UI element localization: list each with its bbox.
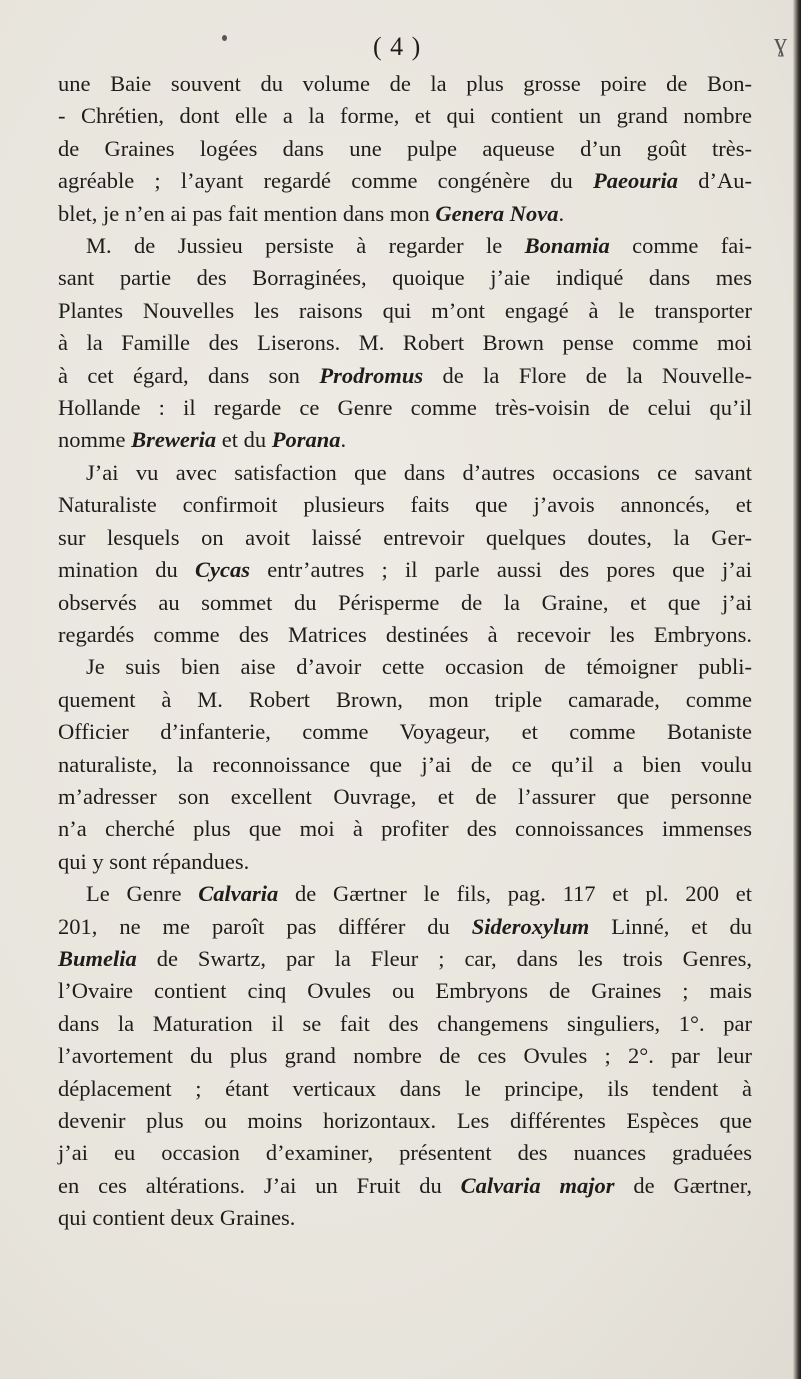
text-line: [58, 360, 752, 392]
text-line: [58, 1008, 752, 1040]
text-line: [58, 781, 752, 813]
text-line: [58, 489, 752, 521]
text-line: [58, 619, 752, 651]
text-segment: j’ai eu occasion d’examiner, présentent des nuances graduées: [58, 1140, 752, 1166]
text-segment: M. de Jussieu persiste à regarder le: [86, 233, 525, 259]
text-segment: nomme: [58, 427, 132, 453]
text-line: [58, 878, 752, 910]
text-line: [58, 295, 752, 327]
text-line: [58, 230, 752, 262]
text-line: [58, 522, 752, 554]
italic-term: Porana: [271, 427, 341, 453]
text-segment: 201, ne me paroît pas différer du: [58, 913, 472, 939]
text-segment: et du: [216, 427, 272, 453]
text-segment: l’avortement du plus grand nombre de ces Ovules ; 2°. par leur: [58, 1043, 752, 1069]
text-segment: à cet égard, dans son: [58, 362, 320, 388]
text-segment: dans la Maturation il se fait des changemens singuliers, 1°. par: [58, 1010, 752, 1036]
italic-term: Bonamia: [524, 233, 610, 259]
text-line: [58, 587, 752, 619]
text-segment: m’adresser son excellent Ouvrage, et de l’assurer que personne: [58, 783, 752, 809]
text-line: [58, 262, 752, 294]
text-line: [58, 911, 752, 943]
text-segment: de Gærtner le fils, pag. 117 et pl. 200 et: [278, 881, 752, 907]
text-segment: une Baie souvent du volume de la plus grosse poire de Bon-: [58, 71, 752, 96]
text-line: [58, 100, 752, 132]
italic-term: Paeouria: [593, 168, 679, 194]
page-edge: [793, 0, 801, 1379]
text-line: [58, 392, 752, 424]
text-line: [58, 327, 752, 359]
text-segment: à la Famille des Liserons. M. Robert Brown pense comme moi: [58, 330, 752, 356]
text-line: [58, 813, 752, 845]
text-line: [58, 133, 752, 165]
text-segment: .: [340, 427, 347, 453]
text-segment: comme fai-: [609, 233, 752, 259]
text-segment: Naturaliste confirmoit plusieurs faits que j’avois annoncés, et: [58, 492, 752, 518]
page-number: ( 4 ): [373, 32, 422, 61]
text-segment: devenir plus ou moins horizontaux. Les différentes Espèces que: [58, 1108, 752, 1133]
text-segment: J’ai vu avec satisfaction que dans d’autres occasions ce savant: [86, 459, 752, 485]
text-segment: de la Flore de la Nouvelle-: [423, 362, 752, 388]
text-segment: regardés comme des Matrices destinées à recevoir les Embryons.: [58, 621, 752, 647]
text-segment: de Swartz, par la Fleur ; car, dans les trois Genres,: [136, 945, 752, 971]
text-segment: blet, je n’en ai pas fait mention dans mon: [58, 200, 436, 226]
text-segment: de Gærtner,: [614, 1172, 752, 1198]
text-segment: - Chrétien, dont elle a la forme, et qui contient un grand nombre: [58, 103, 752, 129]
text-line: [58, 424, 752, 456]
italic-term: Calvaria major: [460, 1172, 615, 1198]
text-line: [58, 554, 752, 586]
text-segment: Le Genre: [86, 881, 199, 907]
text-line: [58, 749, 752, 781]
text-segment: de Graines logées dans une pulpe aqueuse d’un goût très-: [58, 135, 752, 161]
text-segment: observés au sommet du Périsperme de la Graine, et que j’ai: [58, 589, 752, 615]
text-segment: qui contient deux Graines.: [58, 1205, 296, 1231]
text-line: [58, 716, 752, 748]
text-line: [58, 684, 752, 716]
text-line: [58, 1073, 752, 1105]
text-line: [58, 1040, 752, 1072]
text-line: [58, 198, 752, 230]
text-segment: d’Au-: [678, 168, 752, 194]
text-segment: Officier d’infanterie, comme Voyageur, et comme Botaniste: [58, 719, 752, 745]
text-line: [58, 943, 752, 975]
italic-term: Genera Nova: [435, 200, 559, 226]
text-segment: .: [558, 200, 565, 226]
italic-term: Prodromus: [319, 362, 424, 388]
text-segment: sant partie des Borraginées, quoique j’aie indiqué dans mes: [58, 265, 752, 291]
text-segment: déplacement ; étant verticaux dans le principe, ils tendent à: [58, 1075, 752, 1101]
text-segment: mination du: [58, 557, 195, 583]
text-segment: qui y sont répandues.: [58, 848, 250, 874]
text-line: [58, 651, 752, 683]
text-line: [58, 975, 752, 1007]
text-segment: sur lesquels on avoit laissé entrevoir quelques doutes, la Ger-: [58, 524, 752, 550]
text-line: [58, 1202, 752, 1234]
text-line: [58, 68, 752, 100]
text-line: [58, 457, 752, 489]
text-line: [58, 846, 752, 878]
text-segment: n’a cherché plus que moi à profiter des connoissances immenses: [58, 816, 752, 842]
corner-mark: ɣ: [774, 28, 787, 57]
text-segment: naturaliste, la reconnoissance que j’ai de ce qu’il a bien voulu: [58, 751, 752, 777]
text-line: [58, 1170, 752, 1202]
text-segment: Linné, et du: [589, 913, 752, 939]
italic-term: Breweria: [131, 427, 217, 453]
text-line: [58, 1137, 752, 1169]
text-segment: Hollande : il regarde ce Genre comme très-voisin de celui qu’il: [58, 395, 752, 421]
text-segment: entr’autres ; il parle aussi des pores que j’ai: [249, 557, 753, 583]
italic-term: Sideroxylum: [471, 913, 590, 939]
text-line: [58, 165, 752, 197]
text-segment: Plantes Nouvelles les raisons qui m’ont engagé à le transporter: [58, 297, 752, 323]
text-segment: Je suis bien aise d’avoir cette occasion de témoigner publi-: [86, 654, 752, 680]
text-segment: en ces altérations. J’ai un Fruit du: [58, 1172, 461, 1198]
text-segment: quement à M. Robert Brown, mon triple camarade, comme: [58, 686, 752, 712]
italic-term: Calvaria: [198, 881, 279, 907]
italic-term: Bumelia: [58, 945, 137, 971]
text-segment: l’Ovaire contient cinq Ovules ou Embryons de Graines ; mais: [58, 978, 752, 1004]
italic-term: Cycas: [194, 557, 250, 583]
body-text: [58, 68, 752, 1235]
text-line: [58, 1105, 752, 1137]
ink-speck: [222, 35, 227, 41]
text-segment: agréable ; l’ayant regardé comme congénère du: [58, 168, 594, 194]
